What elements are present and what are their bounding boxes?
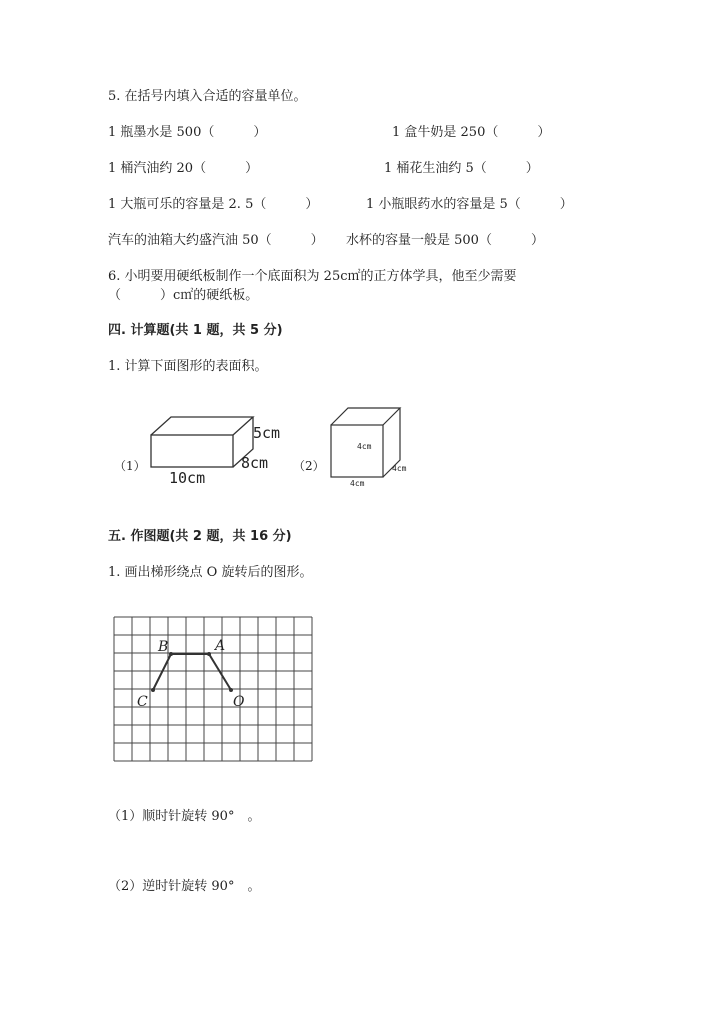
q5-item-3: 1 桶汽油约 20（ ） (108, 161, 259, 176)
point-c-label: C (137, 694, 148, 710)
section-5-heading: 五. 作图题(共 2 题，共 16 分) (108, 529, 292, 544)
cube-front-label: 4cm (357, 442, 372, 451)
figure-1-label: （1） (114, 459, 146, 473)
point-o-label: O (233, 694, 245, 710)
cuboid-length-label: 10cm (169, 469, 206, 487)
q5-item-6: 1 小瓶眼药水的容量是 5（ ） (366, 197, 573, 212)
section-4-q1: 1. 计算下面图形的表面积。 (108, 359, 268, 374)
q5-item-7: 汽车的油箱大约盛汽油 50（ ） (108, 233, 324, 248)
q5-item-5: 1 大瓶可乐的容量是 2. 5（ ） (108, 197, 319, 212)
cube-bottom-label: 4cm (350, 479, 365, 488)
q5-title: 5. 在括号内填入合适的容量单位。 (108, 89, 307, 104)
cube-front-face (331, 425, 383, 477)
cube-top-face (331, 408, 400, 425)
cuboid-figure (145, 405, 295, 490)
grid-lines (114, 617, 312, 761)
cuboid-width-label: 8cm (241, 454, 269, 472)
figure-2-label: （2） (293, 459, 325, 473)
trapezoid-shape (153, 654, 231, 690)
q5-item-4: 1 桶花生油约 5（ ） (384, 161, 539, 176)
point-b-label: B (158, 639, 169, 655)
rotation-grid (113, 616, 313, 766)
section-5-sub-1: （1）顺时针旋转 90° 。 (108, 809, 261, 824)
cuboid-top-face (151, 417, 253, 435)
point-o (229, 688, 233, 692)
section-5-q1: 1. 画出梯形绕点 O 旋转后的图形。 (108, 565, 313, 580)
q5-item-8: 水杯的容量一般是 500（ ） (346, 233, 544, 248)
point-c (151, 688, 155, 692)
q6-line-2: （ ）c㎡的硬纸板。 (108, 288, 259, 303)
point-a-label: A (215, 638, 226, 654)
cuboid-front-face (151, 435, 233, 467)
section-5-sub-2: （2）逆时针旋转 90° 。 (108, 879, 261, 894)
q6-line-1: 6. 小明要用硬纸板制作一个底面积为 25c㎡的正方体学具，他至少需要 (108, 269, 517, 284)
q5-item-1: 1 瓶墨水是 500（ ） (108, 125, 267, 140)
q5-item-2: 1 盒牛奶是 250（ ） (392, 125, 551, 140)
section-4-heading: 四. 计算题(共 1 题，共 5 分) (108, 323, 283, 338)
point-b (169, 652, 173, 656)
cube-figure (328, 405, 418, 490)
point-a (207, 652, 211, 656)
cube-side-label: 4cm (392, 464, 407, 473)
cuboid-height-label: 5cm (253, 424, 281, 442)
